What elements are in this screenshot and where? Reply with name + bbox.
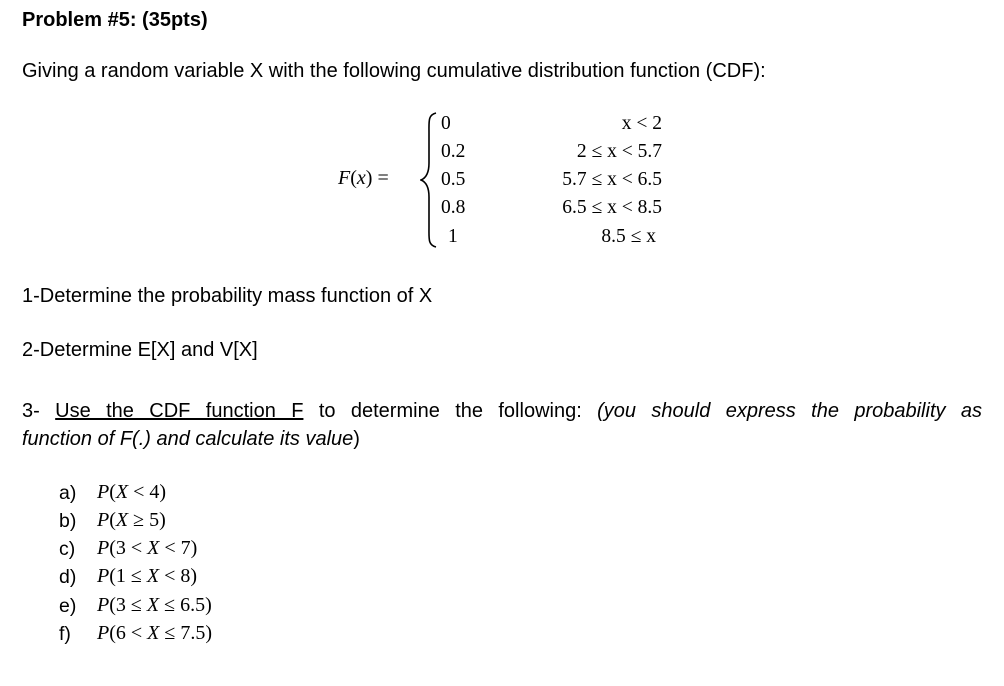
- task-3: [22, 394, 982, 428]
- task-3-underlined: Use the CDF function F: [55, 400, 304, 422]
- subitem-letter: a): [59, 482, 77, 504]
- cdf-condition: 2 ≤ x < 5.7: [576, 141, 662, 162]
- cdf-condition: 8.5 ≤ x: [601, 226, 656, 247]
- task-3-middle: to determine the following:: [303, 400, 598, 422]
- subitem-expression: P(1 ≤ X < 8): [97, 565, 198, 587]
- cdf-value: 0.2: [441, 141, 466, 162]
- cdf-condition: 5.7 ≤ x < 6.5: [562, 169, 662, 190]
- subitem-letter: e): [59, 595, 77, 617]
- task-3-close: ): [353, 428, 360, 450]
- left-brace-icon: [420, 111, 438, 249]
- cdf-condition: x < 2: [621, 113, 662, 134]
- cdf-value: 1: [448, 226, 458, 247]
- task-3-italic-line1: (you should express the probability as: [597, 400, 982, 422]
- task-2: 2-Determine E[X] and V[X]: [22, 339, 258, 361]
- cdf-value: 0: [441, 113, 451, 134]
- cdf-value: 0.5: [441, 169, 466, 190]
- cdf-condition: 6.5 ≤ x < 8.5: [562, 197, 662, 218]
- task-1: 1-Determine the probability mass function of X: [22, 285, 433, 307]
- subitem-letter: d): [59, 566, 77, 588]
- subitem-expression: P(X ≥ 5): [97, 509, 166, 531]
- cdf-value: 0.8: [441, 197, 466, 218]
- cdf-lhs: F(x) =: [338, 167, 389, 189]
- subitem-letter: b): [59, 510, 77, 532]
- task-3-italic-line2: function of F(.) and calculate its value: [22, 428, 354, 450]
- intro-text: Giving a random variable X with the following cumulative distribution function (CDF):: [22, 60, 766, 82]
- subitem-letter: f): [59, 623, 71, 645]
- task-3-prefix: 3-: [22, 400, 56, 422]
- task-3-line2: [22, 428, 360, 451]
- subitem-expression: P(X < 4): [97, 481, 167, 503]
- problem-title: Problem #5: (35pts): [22, 9, 208, 31]
- subitem-expression: P(3 < X < 7): [97, 537, 198, 559]
- subitem-expression: P(3 ≤ X ≤ 6.5): [97, 594, 212, 616]
- subitem-letter: c): [59, 538, 76, 560]
- subitem-expression: P(6 < X ≤ 7.5): [97, 622, 213, 644]
